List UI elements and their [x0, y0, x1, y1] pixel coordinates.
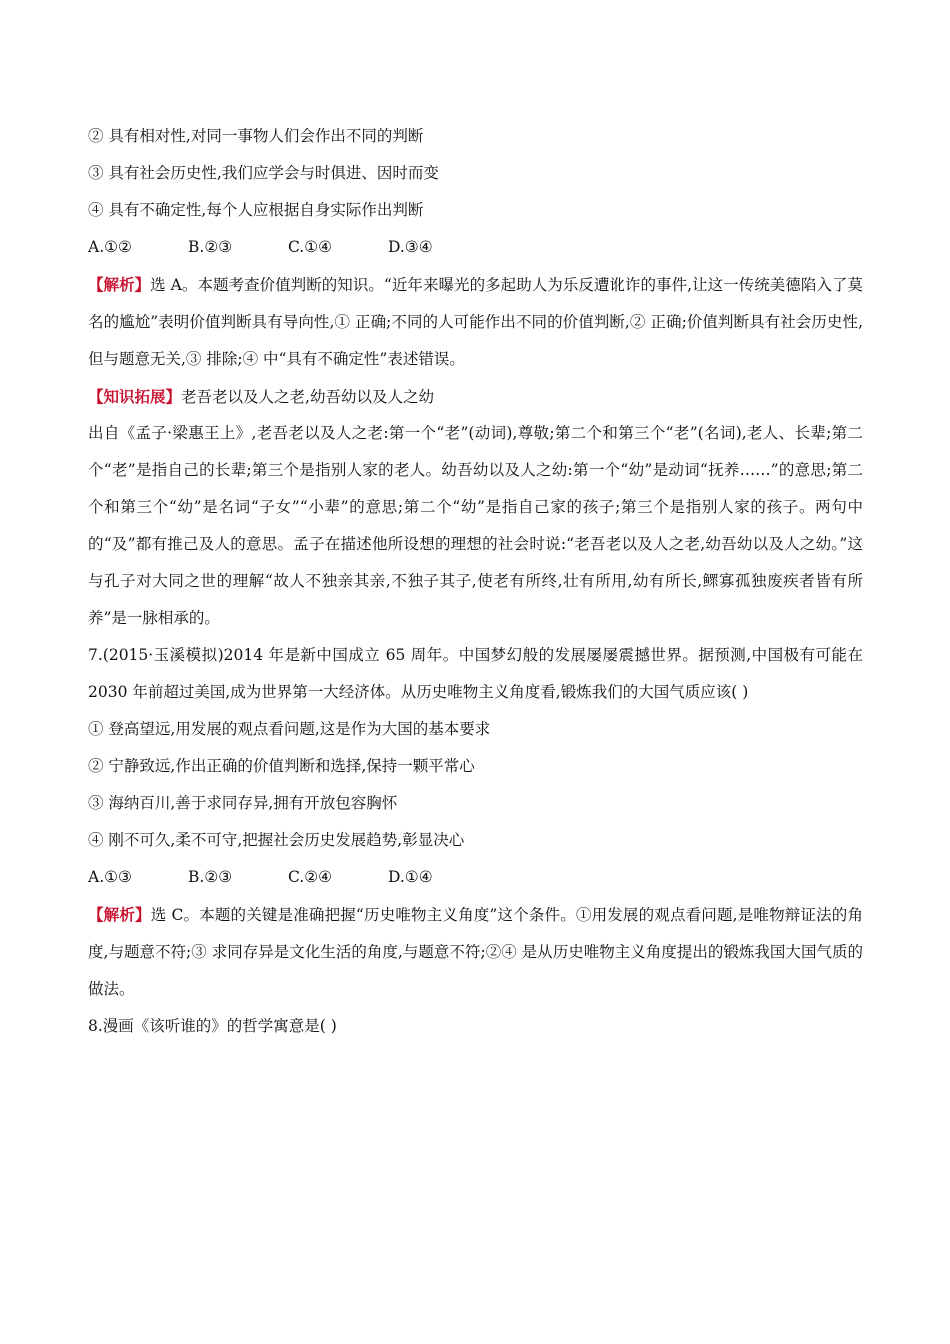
extension-tag: 【知识拓展】 — [88, 387, 182, 406]
document-page — [88, 118, 863, 1045]
q6-choice-a: A.①② — [88, 238, 132, 256]
q6-choice-b: B.②③ — [188, 238, 233, 256]
q7-stem: 7.(2015·玉溪模拟)2014 年是新中国成立 65 周年。中国梦幻般的发展屡屡震撼世界。据预测,中国极有可能在 2030 年前超过美国,成为世界第一大经济体。从历史唯物主义角度看,锻炼我们的大国气质应该( ) — [88, 646, 863, 701]
q7-analysis — [88, 896, 863, 1008]
q7-choice-c: C.②④ — [288, 868, 333, 886]
q7-option-2: ② 宁静致远,作出正确的价值判断和选择,保持一颗平常心 — [88, 757, 475, 775]
q6-choice-c: C.①④ — [288, 238, 333, 256]
analysis-tag: 【解析】 — [88, 275, 151, 294]
q7-choices — [88, 859, 863, 896]
extension-title: 老吾老以及人之老,幼吾幼以及人之幼 — [181, 388, 434, 406]
q6-choices — [88, 229, 863, 266]
q7-option-3: ③ 海纳百川,善于求同存异,拥有开放包容胸怀 — [88, 794, 398, 812]
q6-choice-d: D.③④ — [388, 238, 433, 256]
q6-analysis — [88, 266, 863, 378]
extension-body: 出自《孟子·梁惠王上》,老吾老以及人之老:第一个“老”(动词),尊敬;第二个和第三个“老”(名词),老人、长辈;第二个“老”是指自己的长辈;第三个是指别人家的老人。幼吾幼以及人之幼:第一个“幼”是动词“抚养……”的意思;第二个和第三个“幼”是名词“子女”“小辈”的意思;第二个“幼”是指自己家的孩子;第三个是指别人家的孩子。两句中的“及”都有推己及人的意思。孟子在描述他所设想的理想的社会时说:“老吾老以及人之老,幼吾幼以及人之幼。”这与孔子对大同之世的理解“故人不独亲其亲,不独子其子,使老有所终,壮有所用,幼有所长,鳏寡孤独废疾者皆有所养”是一脉相承的。 — [88, 424, 863, 627]
q7-choice-d: D.①④ — [388, 868, 433, 886]
q6-analysis-text: 选 A。本题考查价值判断的知识。“近年来曝光的多起助人为乐反遭讹诈的事件,让这一传统美德陷入了莫名的尴尬”表明价值判断具有导向性,① 正确;不同的人可能作出不同的价值判断,② 正确;价值判断具有社会历史性,但与题意无关,③ 排除;④ 中“具有不确定性”表述错误。 — [88, 276, 863, 368]
q7-choice-b: B.②③ — [188, 868, 233, 886]
q7-choice-a: A.①③ — [88, 868, 132, 886]
knowledge-extension-heading — [88, 378, 863, 415]
q7-option-4: ④ 刚不可久,柔不可守,把握社会历史发展趋势,彰显决心 — [88, 831, 465, 849]
q7-analysis-text: 选 C。本题的关键是准确把握“历史唯物主义角度”这个条件。①用发展的观点看问题,是唯物辩证法的角度,与题意不符;③ 求同存异是文化生活的角度,与题意不符;②④ 是从历史唯物主义角度提出的锻炼我国大国气质的做法。 — [88, 906, 863, 998]
analysis-tag: 【解析】 — [88, 905, 151, 924]
q6-option-3: ③ 具有社会历史性,我们应学会与时俱进、因时而变 — [88, 164, 439, 182]
q6-option-4: ④ 具有不确定性,每个人应根据自身实际作出判断 — [88, 201, 424, 219]
q7-option-1: ① 登高望远,用发展的观点看问题,这是作为大国的基本要求 — [88, 720, 491, 738]
q8-stem: 8.漫画《该听谁的》的哲学寓意是( ) — [88, 1017, 337, 1035]
q6-option-2: ② 具有相对性,对同一事物人们会作出不同的判断 — [88, 127, 424, 145]
